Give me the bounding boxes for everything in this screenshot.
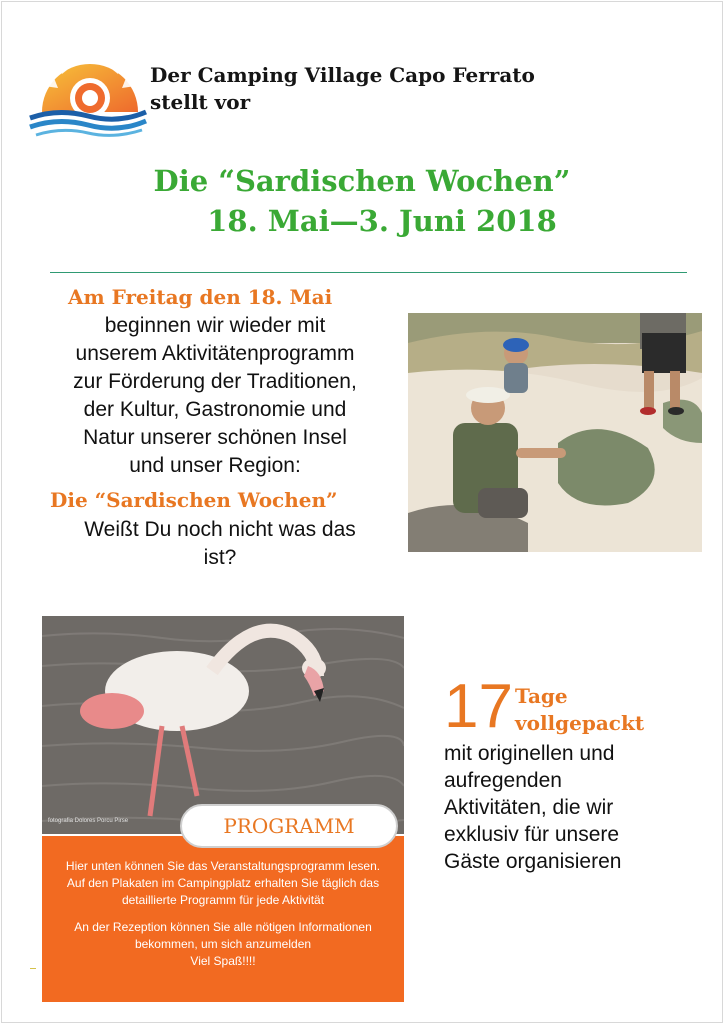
header-line-2: stellt vor — [150, 90, 251, 114]
program-para-3: Viel Spaß!!!! — [190, 954, 256, 968]
event-title: Die “Sardischen Wochen” — [153, 164, 571, 198]
sun-sea-logo-icon — [28, 42, 148, 138]
question-text — [50, 516, 390, 572]
intro-line: beginnen wir wieder mit — [104, 314, 326, 337]
intro-line: der Kultur, Gastronomie und — [83, 398, 347, 421]
dune-plant-photo — [408, 313, 702, 552]
intro-line: und unser Region: — [129, 454, 301, 477]
days-number: 17 — [444, 672, 513, 741]
days-word-tage: Tage — [515, 684, 568, 708]
header-line-1: Der Camping Village Capo Ferrato — [150, 63, 535, 87]
intro-line: zur Förderung der Traditionen, — [73, 370, 357, 393]
days-word-vollgepackt: vollgepackt — [515, 711, 645, 735]
divider — [50, 272, 687, 273]
question-line: Weißt Du noch nicht was das — [84, 518, 356, 541]
weeks-heading: Die “Sardischen Wochen” — [50, 488, 338, 512]
flamingo-photo — [42, 616, 404, 834]
days-line: exklusiv für unsere — [444, 823, 620, 846]
decorative-mark — [30, 968, 36, 969]
days-line: Gäste organisieren — [444, 850, 622, 873]
program-info-box — [42, 836, 404, 1002]
intro-heading: Am Freitag den 18. Mai — [68, 285, 333, 309]
question-line: ist? — [203, 546, 237, 569]
days-line: mit originellen und — [444, 742, 615, 765]
program-para-1: Hier unten können Sie das Veranstaltungsprogramm lesen. Auf den Plakaten im Campingplatz erhalten Sie täglich das detaillierte Programm für jede Aktivität — [65, 859, 381, 907]
days-line: aufregenden — [444, 769, 562, 792]
program-para-2: An der Rezeption können Sie alle nötigen Informationen bekommen, um sich anzumelden — [74, 920, 372, 951]
photo-credit: fotografia Dolores Porcu Pirse — [48, 818, 129, 824]
days-line: Aktivitäten, die wir — [444, 796, 614, 819]
program-label: PROGRAMM — [180, 804, 398, 848]
intro-line: unserem Aktivitätenprogramm — [75, 342, 355, 365]
event-dates: 18. Mai—3. Juni 2018 — [207, 204, 557, 238]
intro-line: Natur unserer schönen Insel — [83, 426, 347, 449]
days-body — [444, 740, 714, 875]
header-text — [150, 62, 535, 116]
intro-body — [40, 312, 390, 480]
